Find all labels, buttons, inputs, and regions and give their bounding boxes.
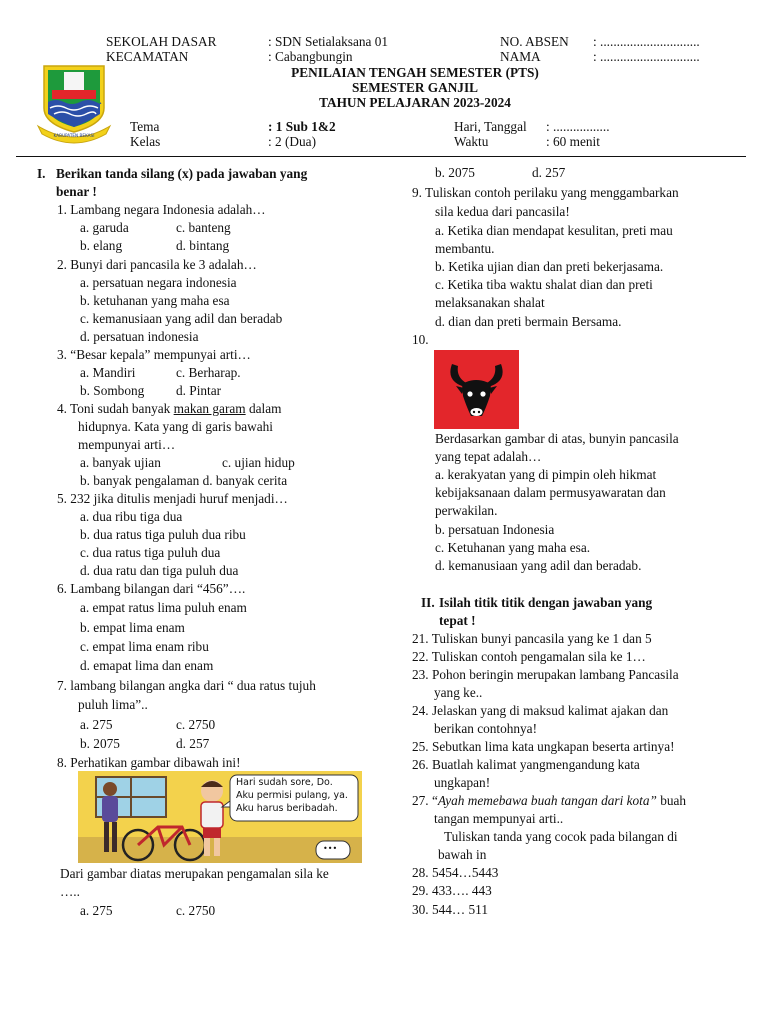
underlined-phrase: makan garam — [173, 401, 246, 416]
option[interactable]: b. 2075 — [435, 165, 475, 180]
question-8-prompt: Dari gambar diatas merupakan pengamalan sila ke — [60, 866, 329, 881]
question-10: 10. — [412, 332, 429, 347]
question-28: 28. 5454…5443 — [412, 865, 499, 880]
question-21: 21. Tuliskan bunyi pancasila yang ke 1 dan 5 — [412, 631, 652, 646]
question-4-cont: mempunyai arti… — [78, 437, 176, 452]
question-1: 1. Lambang negara Indonesia adalah… — [57, 202, 266, 217]
absen-value: : .............................. — [593, 34, 700, 49]
date-value: : ................. — [546, 119, 610, 134]
option[interactable]: b. banyak pengalaman d. banyak cerita — [80, 473, 288, 488]
option[interactable]: d. 257 — [532, 165, 566, 180]
option-cont: perwakilan. — [435, 503, 498, 518]
option[interactable]: d. emapat lima dan enam — [80, 658, 214, 673]
section-number: I. — [37, 166, 46, 181]
option[interactable]: b. elang — [80, 238, 123, 253]
section-number: II. — [421, 595, 435, 610]
option[interactable]: c. 2750 — [176, 903, 216, 918]
option-cont: kebijaksanaan dalam permusyawaratan dan — [435, 485, 666, 500]
option[interactable]: d. dian dan preti bermain Bersama. — [435, 314, 622, 329]
option[interactable]: a. empat ratus lima puluh enam — [80, 600, 247, 615]
svg-text:KABUPATEN BEKASI: KABUPATEN BEKASI — [53, 133, 95, 138]
question-30: 30. 544… 511 — [412, 902, 488, 917]
question-27: 27. “Ayah memebawa buah tangan dari kota” buah — [412, 793, 687, 808]
question-8-prompt-cont: ….. — [60, 884, 80, 899]
question-23-cont: yang ke.. — [434, 685, 483, 700]
question-4: 4. Toni sudah banyak makan garam dalam — [57, 401, 282, 416]
question-4-cont: hidupnya. Kata yang di garis bawahi — [78, 419, 273, 434]
question-10-prompt-cont: yang tepat adalah… — [435, 449, 542, 464]
question-3: 3. “Besar kepala” mempunyai arti… — [57, 347, 251, 362]
option-cont: membantu. — [435, 241, 495, 256]
section-instruction: Berikan tanda silang (x) pada jawaban yang — [56, 166, 308, 181]
question-5: 5. 232 jika ditulis menjadi huruf menjadi… — [57, 491, 288, 506]
year-title: TAHUN PELAJARAN 2023-2024 — [319, 95, 511, 110]
question-29: 29. 433…. 443 — [412, 883, 492, 898]
question-9-cont: sila kedua dari pancasila! — [435, 204, 570, 219]
question-9: 9. Tuliskan contoh perilaku yang menggambarkan — [412, 185, 679, 200]
question-6: 6. Lambang bilangan dari “456”…. — [57, 581, 246, 596]
option[interactable]: d. kemanusiaan yang adil dan beradab. — [435, 558, 642, 573]
option[interactable]: c. ujian hidup — [222, 455, 295, 470]
option[interactable]: c. empat lima enam ribu — [80, 639, 209, 654]
speech-bubble: Hari sudah sore, Do. Aku permisi pulang, ya. Aku harus beribadah. — [236, 777, 348, 814]
option[interactable]: a. dua ribu tiga dua — [80, 509, 183, 524]
option[interactable]: a. kerakyatan yang di pimpin oleh hikmat — [435, 467, 657, 482]
option[interactable]: b. ketuhanan yang maha esa — [80, 293, 230, 308]
question-23: 23. Pohon beringin merupakan lambang Pancasila — [412, 667, 679, 682]
option[interactable]: c. Ketika tiba waktu shalat dian dan preti — [435, 277, 653, 292]
section-instruction-cont: tepat ! — [439, 613, 476, 628]
bull-head-icon — [434, 350, 519, 429]
question-10-prompt: Berdasarkan gambar di atas, bunyin pancasila — [435, 431, 679, 446]
option[interactable]: a. Ketika dian mendapat kesulitan, preti mau — [435, 223, 673, 238]
option[interactable]: b. Ketika ujian dian dan preti bekerjasama. — [435, 259, 664, 274]
question-7: 7. lambang bilangan angka dari “ dua ratus tujuh — [57, 678, 316, 693]
school-label: SEKOLAH DASAR — [106, 34, 217, 49]
question-26: 26. Buatlah kalimat yangmengandung kata — [412, 757, 640, 772]
option[interactable]: c. Berharap. — [176, 365, 241, 380]
option[interactable]: b. Sombong — [80, 383, 145, 398]
option[interactable]: c. dua ratus tiga puluh dua — [80, 545, 221, 560]
theme-label: Tema — [130, 119, 160, 134]
option[interactable]: c. banteng — [176, 220, 231, 235]
name-value: : .............................. — [593, 49, 700, 64]
question-26-cont: ungkapan! — [434, 775, 491, 790]
option[interactable]: a. persatuan negara indonesia — [80, 275, 237, 290]
absen-label: NO. ABSEN — [500, 34, 569, 49]
option[interactable]: a. garuda — [80, 220, 129, 235]
question-27-cont: tangan mempunyai arti.. — [434, 811, 564, 826]
theme-value: : 1 Sub 1&2 — [268, 119, 336, 134]
question-25: 25. Sebutkan lima kata ungkapan beserta artinya! — [412, 739, 675, 754]
option[interactable]: a. 275 — [80, 717, 113, 732]
children-illustration — [78, 771, 362, 863]
time-label: Waktu — [454, 134, 489, 149]
class-value: : 2 (Dua) — [268, 134, 316, 149]
question-22: 22. Tuliskan contoh pengamalan sila ke 1… — [412, 649, 646, 664]
italic-phrase: Ayah memebawa buah tangan dari kota” — [437, 793, 657, 808]
option[interactable]: b. dua ratus tiga puluh dua ribu — [80, 527, 246, 542]
option[interactable]: a. Mandiri — [80, 365, 136, 380]
option[interactable]: d. bintang — [176, 238, 230, 253]
exam-title: PENILAIAN TENGAH SEMESTER (PTS) — [291, 65, 539, 80]
instruction-cont: bawah in — [438, 847, 487, 862]
question-24-cont: berikan contohnya! — [434, 721, 538, 736]
district-label: KECAMATAN — [106, 49, 189, 64]
option[interactable]: d. Pintar — [176, 383, 222, 398]
date-label: Hari, Tanggal — [454, 119, 527, 134]
question-8: 8. Perhatikan gambar dibawah ini! — [57, 755, 241, 770]
time-value: : 60 menit — [546, 134, 600, 149]
option[interactable]: d. dua ratu dan tiga puluh dua — [80, 563, 239, 578]
district-value: : Cabangbungin — [268, 49, 353, 64]
instruction: Tuliskan tanda yang cocok pada bilangan di — [444, 829, 678, 844]
header-divider — [16, 156, 746, 157]
question-24: 24. Jelaskan yang di maksud kalimat ajakan dan — [412, 703, 669, 718]
option[interactable]: b. persatuan Indonesia — [435, 522, 555, 537]
option[interactable]: d. persatuan indonesia — [80, 329, 199, 344]
regency-logo-icon — [34, 62, 114, 144]
name-label: NAMA — [500, 49, 541, 64]
option[interactable]: a. banyak ujian — [80, 455, 161, 470]
question-2: 2. Bunyi dari pancasila ke 3 adalah… — [57, 257, 257, 272]
option[interactable]: b. 2075 — [80, 736, 120, 751]
section-instruction: Isilah titik titik dengan jawaban yang — [439, 595, 653, 610]
option[interactable]: d. 257 — [176, 736, 210, 751]
class-label: Kelas — [130, 134, 161, 149]
semester-title: SEMESTER GANJIL — [352, 80, 478, 95]
option[interactable]: c. 2750 — [176, 717, 216, 732]
option-cont: melaksanakan shalat — [435, 295, 545, 310]
question-7-cont: puluh lima”.. — [78, 697, 148, 712]
section-instruction-cont: benar ! — [56, 184, 97, 199]
option[interactable]: c. kemanusiaan yang adil dan beradab — [80, 311, 283, 326]
speech-dots: ••• — [323, 844, 338, 853]
school-value: : SDN Setialaksana 01 — [268, 34, 389, 49]
option[interactable]: c. Ketuhanan yang maha esa. — [435, 540, 591, 555]
option[interactable]: a. 275 — [80, 903, 113, 918]
option[interactable]: b. empat lima enam — [80, 620, 185, 635]
